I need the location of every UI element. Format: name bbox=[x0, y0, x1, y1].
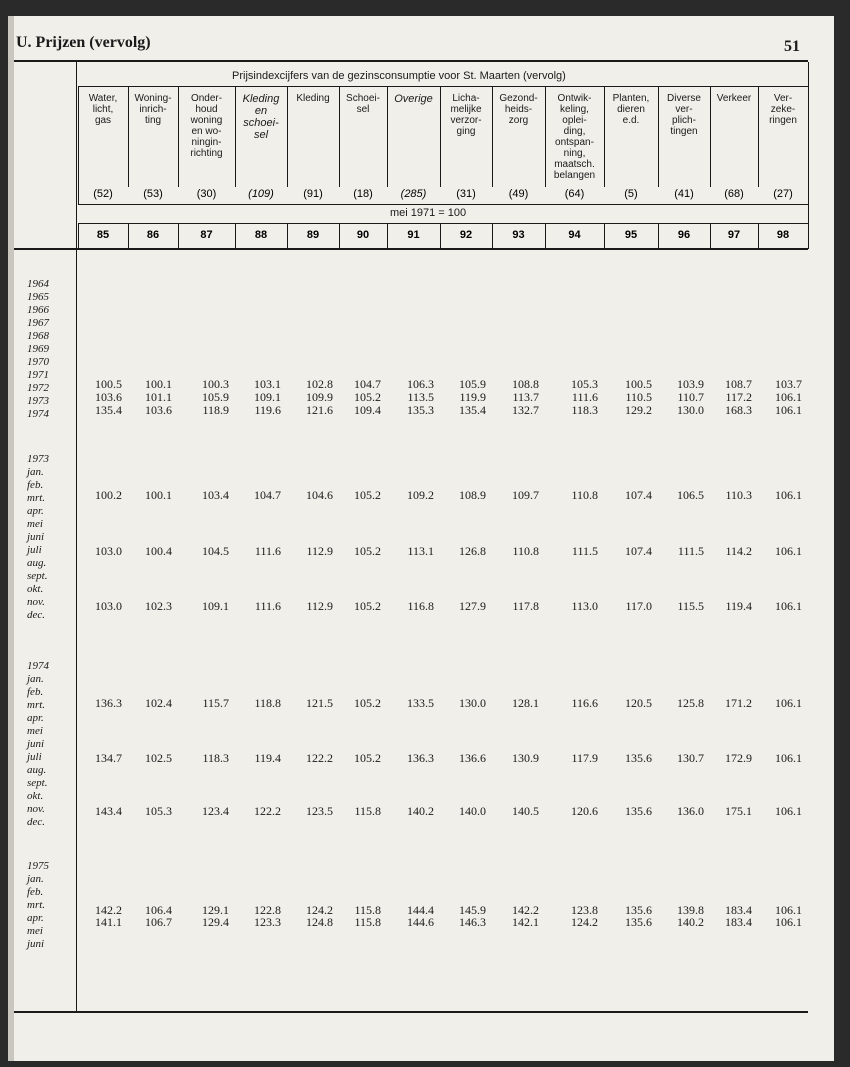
table-cell: 129.4 bbox=[202, 915, 229, 929]
column-code: 86 bbox=[146, 229, 160, 241]
table-cell: 122.2 bbox=[254, 804, 281, 818]
table-cell: 142.2 bbox=[95, 903, 122, 917]
column-header-label: Kleding bbox=[296, 93, 330, 104]
table-cell: 130.0 bbox=[677, 403, 704, 417]
title-rule bbox=[78, 86, 808, 87]
column-weight: (31) bbox=[456, 188, 476, 200]
table-cell: 117.8 bbox=[512, 599, 539, 613]
column-weight: (5) bbox=[624, 188, 638, 200]
column-weight: (27) bbox=[773, 188, 793, 200]
table-cell: 106.1 bbox=[775, 599, 802, 613]
column-header-label: Planten, dieren e.d. bbox=[612, 93, 650, 126]
column-code: 94 bbox=[568, 229, 581, 241]
table-cell: 117.2 bbox=[725, 390, 752, 404]
column-header-label: Gezond- heids- zorg bbox=[499, 93, 538, 126]
table-cell: 119.4 bbox=[254, 751, 281, 765]
table-cell: 135.4 bbox=[95, 403, 122, 417]
table-cell: 109.1 bbox=[202, 599, 229, 613]
table-cell: 119.6 bbox=[254, 403, 281, 417]
table-cell: 107.4 bbox=[625, 544, 652, 558]
table-cell: 168.3 bbox=[725, 403, 752, 417]
table-cell: 144.6 bbox=[407, 915, 434, 929]
table-cell: 135.6 bbox=[625, 915, 652, 929]
table-cell: 106.5 bbox=[677, 488, 704, 502]
table-cell: 108.9 bbox=[459, 488, 486, 502]
table-cell: 110.7 bbox=[677, 390, 704, 404]
table-cell: 106.1 bbox=[775, 751, 802, 765]
table-cell: 140.2 bbox=[407, 804, 434, 818]
column-header-label: Ontwik- keling, oplei- ding, ontspan- ning, maatsch. belangen bbox=[553, 93, 596, 181]
table-cell: 111.6 bbox=[254, 599, 281, 613]
header-bottom-rule bbox=[14, 248, 808, 250]
table-cell: 175.1 bbox=[725, 804, 752, 818]
table-cell: 118.8 bbox=[254, 696, 281, 710]
table-cell: 109.1 bbox=[254, 390, 281, 404]
table-cell: 128.1 bbox=[512, 696, 539, 710]
column-code: 88 bbox=[254, 229, 268, 241]
table-cell: 102.5 bbox=[145, 751, 172, 765]
table-cell: 135.6 bbox=[625, 751, 652, 765]
table-cell: 115.8 bbox=[354, 804, 381, 818]
table-cell: 171.2 bbox=[725, 696, 752, 710]
column-code: 97 bbox=[727, 229, 741, 241]
table-cell: 110.3 bbox=[725, 488, 752, 502]
table-cell: 102.4 bbox=[145, 696, 172, 710]
page-number: 51 bbox=[784, 38, 800, 55]
table-cell: 133.5 bbox=[407, 696, 434, 710]
table-cell: 123.3 bbox=[254, 915, 281, 929]
column-weight: (52) bbox=[93, 188, 113, 200]
table-cell: 108.8 bbox=[512, 377, 539, 391]
table-cell: 140.2 bbox=[677, 915, 704, 929]
table-cell: 104.5 bbox=[202, 544, 229, 558]
table-cell: 103.6 bbox=[95, 390, 122, 404]
table-cell: 118.3 bbox=[202, 751, 229, 765]
table-cell: 102.8 bbox=[306, 377, 333, 391]
bottom-rule bbox=[14, 1011, 808, 1013]
table-cell: 103.9 bbox=[677, 377, 704, 391]
table-cell: 140.5 bbox=[512, 804, 539, 818]
table-cell: 135.6 bbox=[625, 903, 652, 917]
table-cell: 109.7 bbox=[512, 488, 539, 502]
table-cell: 124.8 bbox=[306, 915, 333, 929]
table-cell: 105.9 bbox=[459, 377, 486, 391]
table-cell: 104.7 bbox=[354, 377, 381, 391]
column-code: 89 bbox=[306, 229, 320, 241]
column-weight: (49) bbox=[508, 188, 529, 200]
table-cell: 139.8 bbox=[677, 903, 704, 917]
table-cell: 134.7 bbox=[95, 751, 122, 765]
table-cell: 121.6 bbox=[306, 403, 333, 417]
table-cell: 115.5 bbox=[677, 599, 704, 613]
table-cell: 129.2 bbox=[625, 403, 652, 417]
table-cell: 106.1 bbox=[775, 544, 802, 558]
table-cell: 110.8 bbox=[571, 488, 598, 502]
table-cell: 111.6 bbox=[254, 544, 281, 558]
header-column-rule bbox=[808, 62, 809, 249]
table-cell: 100.3 bbox=[202, 377, 229, 391]
column-weight: (18) bbox=[353, 188, 373, 200]
base-period-label: mei 1971 = 100 bbox=[390, 207, 467, 219]
table-cell: 142.2 bbox=[512, 903, 539, 917]
table-cell: 106.1 bbox=[775, 403, 802, 417]
column-code: 95 bbox=[624, 229, 638, 241]
table-cell: 105.2 bbox=[354, 696, 381, 710]
column-code: 90 bbox=[356, 229, 370, 241]
table-cell: 135.3 bbox=[407, 403, 434, 417]
table-cell: 103.1 bbox=[254, 377, 281, 391]
table-cell: 113.7 bbox=[512, 390, 539, 404]
column-code: 92 bbox=[459, 229, 473, 241]
table-cell: 135.6 bbox=[625, 804, 652, 818]
table-cell: 114.2 bbox=[725, 544, 752, 558]
table-cell: 130.0 bbox=[459, 696, 486, 710]
table-cell: 105.3 bbox=[145, 804, 172, 818]
table-cell: 132.7 bbox=[512, 403, 539, 417]
column-weight: (285) bbox=[400, 188, 427, 200]
table-cell: 113.0 bbox=[571, 599, 598, 613]
table-cell: 100.2 bbox=[95, 488, 122, 502]
column-code: 96 bbox=[677, 229, 691, 241]
table-cell: 123.4 bbox=[202, 804, 229, 818]
table-cell: 105.2 bbox=[354, 751, 381, 765]
table-cell: 113.1 bbox=[407, 544, 434, 558]
table-cell: 106.1 bbox=[775, 915, 802, 929]
table-cell: 108.7 bbox=[725, 377, 752, 391]
table-cell: 143.4 bbox=[95, 804, 122, 818]
table-cell: 141.1 bbox=[95, 915, 122, 929]
table-cell: 103.4 bbox=[202, 488, 229, 502]
table-cell: 118.3 bbox=[571, 403, 598, 417]
year-labels: 1964 1965 1966 1967 1968 1969 1970 1971 1972 1973 1974 bbox=[27, 278, 49, 420]
table-cell: 115.7 bbox=[202, 696, 229, 710]
table-cell: 135.4 bbox=[459, 403, 486, 417]
table-cell: 103.0 bbox=[95, 599, 122, 613]
base-rule-top bbox=[78, 204, 808, 205]
column-weight: (53) bbox=[143, 188, 163, 200]
table-cell: 119.9 bbox=[459, 390, 486, 404]
table-cell: 105.2 bbox=[354, 599, 381, 613]
column-header-label: Onder- houd woning en wo- ningin- richting bbox=[190, 93, 223, 159]
table-cell: 136.3 bbox=[95, 696, 122, 710]
table-cell: 146.3 bbox=[459, 915, 486, 929]
table-cell: 127.9 bbox=[459, 599, 486, 613]
binding-shadow bbox=[8, 16, 14, 1061]
table-cell: 117.9 bbox=[571, 751, 598, 765]
column-weight: (30) bbox=[196, 188, 217, 200]
column-header-label: Woning- inrich- ting bbox=[134, 93, 172, 126]
months-1975: 1975 jan. feb. mrt. apr. mei juni bbox=[27, 860, 49, 950]
column-header-label: Diverse ver- plich- tingen bbox=[667, 93, 701, 137]
table-cell: 105.3 bbox=[571, 377, 598, 391]
table-cell: 110.8 bbox=[512, 544, 539, 558]
table-cell: 103.7 bbox=[775, 377, 802, 391]
table-cell: 116.6 bbox=[571, 696, 598, 710]
table-cell: 105.2 bbox=[354, 544, 381, 558]
table-cell: 123.8 bbox=[571, 903, 598, 917]
table-cell: 124.2 bbox=[571, 915, 598, 929]
table-cell: 118.9 bbox=[202, 403, 229, 417]
table-cell: 115.8 bbox=[354, 915, 381, 929]
table-cell: 106.1 bbox=[775, 488, 802, 502]
column-header-label: Verkeer bbox=[716, 93, 752, 104]
table-cell: 105.2 bbox=[354, 488, 381, 502]
table-cell: 101.1 bbox=[145, 390, 172, 404]
table-cell: 100.1 bbox=[145, 377, 172, 391]
column-code: 91 bbox=[407, 229, 420, 241]
table-cell: 110.5 bbox=[625, 390, 652, 404]
table-cell: 115.8 bbox=[354, 903, 381, 917]
column-header-label: Water, licht, gas bbox=[88, 93, 118, 126]
table-cell: 109.2 bbox=[407, 488, 434, 502]
table-cell: 142.1 bbox=[512, 915, 539, 929]
table-cell: 119.4 bbox=[725, 599, 752, 613]
table-cell: 105.9 bbox=[202, 390, 229, 404]
table-cell: 125.8 bbox=[677, 696, 704, 710]
table-cell: 130.9 bbox=[512, 751, 539, 765]
table-cell: 136.3 bbox=[407, 751, 434, 765]
table-cell: 136.0 bbox=[677, 804, 704, 818]
months-1973: 1973 jan. feb. mrt. apr. mei juni juli aug. sept. okt. nov. dec. bbox=[27, 453, 49, 621]
column-code: 98 bbox=[776, 229, 790, 241]
table-cell: 103.0 bbox=[95, 544, 122, 558]
column-header-label: Ver- zeke- ringen bbox=[769, 93, 797, 126]
stub-divider bbox=[76, 62, 77, 1012]
table-cell: 106.7 bbox=[145, 915, 172, 929]
table-cell: 117.0 bbox=[625, 599, 652, 613]
table-cell: 116.8 bbox=[407, 599, 434, 613]
table-cell: 105.2 bbox=[354, 390, 381, 404]
table-cell: 123.5 bbox=[306, 804, 333, 818]
table-cell: 109.4 bbox=[354, 403, 381, 417]
table-cell: 120.5 bbox=[625, 696, 652, 710]
table-cell: 113.5 bbox=[407, 390, 434, 404]
table-cell: 104.6 bbox=[306, 488, 333, 502]
table-cell: 109.9 bbox=[306, 390, 333, 404]
table-cell: 120.6 bbox=[571, 804, 598, 818]
table-cell: 129.1 bbox=[202, 903, 229, 917]
table-cell: 106.4 bbox=[145, 903, 172, 917]
table-cell: 122.8 bbox=[254, 903, 281, 917]
table-cell: 104.7 bbox=[254, 488, 281, 502]
column-weight: (91) bbox=[303, 188, 323, 200]
table-cell: 183.4 bbox=[725, 915, 752, 929]
table-cell: 183.4 bbox=[725, 903, 752, 917]
top-rule bbox=[14, 60, 808, 62]
table-cell: 103.6 bbox=[145, 403, 172, 417]
table-cell: 100.5 bbox=[625, 377, 652, 391]
table-cell: 145.9 bbox=[459, 903, 486, 917]
table-cell: 107.4 bbox=[625, 488, 652, 502]
column-weight: (41) bbox=[674, 188, 694, 200]
base-rule-bottom bbox=[78, 223, 808, 224]
table-title: Prijsindexcijfers van de gezinsconsumptie voor St. Maarten (vervolg) bbox=[232, 70, 566, 82]
column-code: 93 bbox=[512, 229, 525, 241]
table-cell: 111.6 bbox=[571, 390, 598, 404]
column-code: 87 bbox=[200, 229, 213, 241]
table-cell: 106.3 bbox=[407, 377, 434, 391]
column-weight: (109) bbox=[248, 188, 274, 200]
table-cell: 112.9 bbox=[306, 544, 333, 558]
table-cell: 100.5 bbox=[95, 377, 122, 391]
table-cell: 100.1 bbox=[145, 488, 172, 502]
table-cell: 126.8 bbox=[459, 544, 486, 558]
table-cell: 172.9 bbox=[725, 751, 752, 765]
page-title: U. Prijzen (vervolg) bbox=[16, 34, 151, 51]
table-cell: 121.5 bbox=[306, 696, 333, 710]
column-weight: (64) bbox=[564, 188, 585, 200]
column-header-label: Overige bbox=[394, 93, 433, 105]
table-cell: 106.1 bbox=[775, 390, 802, 404]
table-cell: 112.9 bbox=[306, 599, 333, 613]
table-cell: 124.2 bbox=[306, 903, 333, 917]
column-header-label: Schoei- sel bbox=[346, 93, 380, 115]
column-weight: (68) bbox=[724, 188, 744, 200]
table-cell: 111.5 bbox=[571, 544, 598, 558]
table-cell: 106.1 bbox=[775, 903, 802, 917]
table-cell: 102.3 bbox=[145, 599, 172, 613]
table-cell: 122.2 bbox=[306, 751, 333, 765]
table-cell: 130.7 bbox=[677, 751, 704, 765]
months-1974: 1974 jan. feb. mrt. apr. mei juni juli aug. sept. okt. nov. dec. bbox=[27, 660, 49, 828]
column-code: 85 bbox=[96, 229, 110, 241]
table-cell: 140.0 bbox=[459, 804, 486, 818]
column-header-label: Kleding en schoei- sel bbox=[242, 93, 280, 141]
table-cell: 100.4 bbox=[145, 544, 172, 558]
table-cell: 106.1 bbox=[775, 804, 802, 818]
column-header-label: Licha- melijke verzor- ging bbox=[450, 93, 482, 137]
table-cell: 136.6 bbox=[459, 751, 486, 765]
table-cell: 144.4 bbox=[407, 903, 434, 917]
table-cell: 106.1 bbox=[775, 696, 802, 710]
table-cell: 111.5 bbox=[677, 544, 704, 558]
